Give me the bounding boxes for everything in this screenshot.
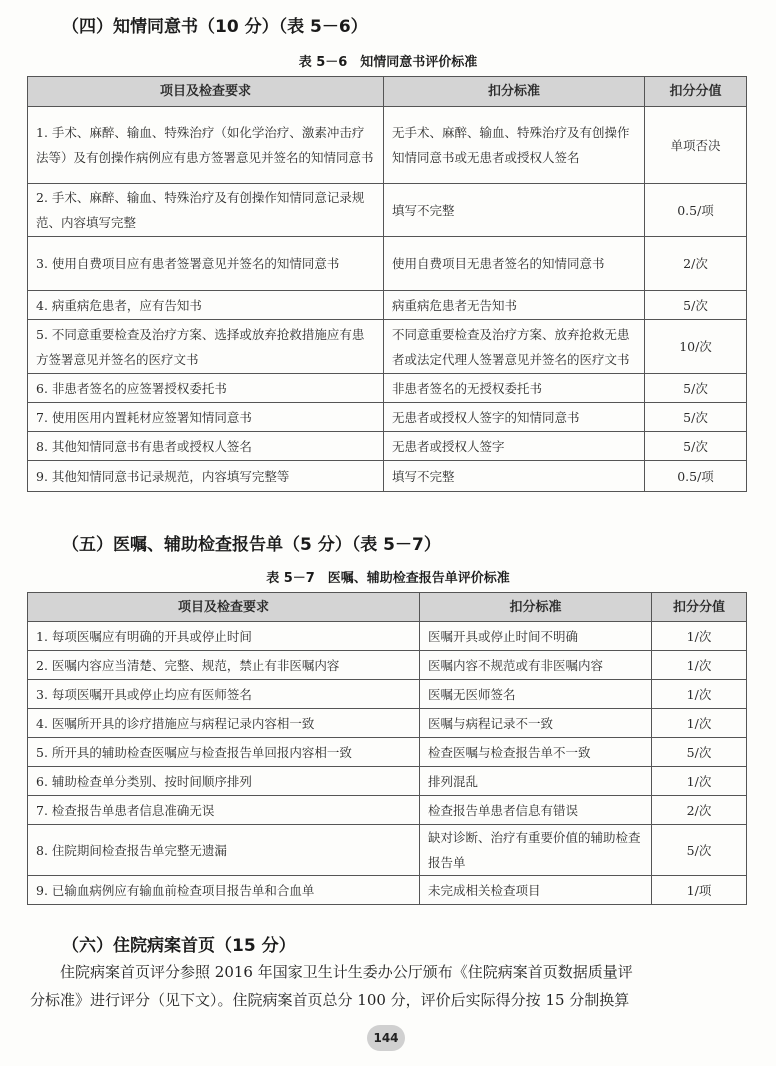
- requirement-cell: 8. 其他知情同意书有患者或授权人签名: [28, 432, 384, 461]
- deduction-criteria-cell: 无患者或授权人签字: [384, 432, 645, 461]
- header-requirements: 项目及检查要求: [28, 77, 384, 107]
- requirement-cell: 9. 已输血病例应有输血前检查项目报告单和合血单: [28, 876, 420, 905]
- deduction-criteria-cell: 使用自费项目无患者签名的知情同意书: [384, 237, 645, 291]
- deduction-criteria-cell: 医嘱与病程记录不一致: [420, 709, 652, 738]
- section6-paragraph: [30, 958, 746, 1014]
- deduction-criteria-cell: 填写不完整: [384, 461, 645, 492]
- paragraph-line: 住院病案首页评分参照 2016 年国家卫生计生委办公厅颁布《住院病案首页数据质量评: [30, 963, 633, 981]
- section4-heading: （四）知情同意书（10 分）（表 5－6）: [62, 17, 368, 37]
- table-row: [28, 738, 747, 767]
- requirement-cell: 7. 使用医用内置耗材应签署知情同意书: [28, 403, 384, 432]
- deduction-criteria-cell: 缺对诊断、治疗有重要价值的辅助检查报告单: [420, 825, 652, 876]
- deduction-criteria-cell: 排列混乱: [420, 767, 652, 796]
- table-row: [28, 237, 747, 291]
- table-5-7-caption: 表 5－7 医嘱、辅助检查报告单评价标准: [266, 571, 510, 586]
- deduction-criteria-cell: 医嘱开具或停止时间不明确: [420, 622, 652, 651]
- deduction-points-cell: 5/次: [652, 738, 747, 767]
- table-header-row: [28, 593, 747, 622]
- requirement-cell: 4. 医嘱所开具的诊疗措施应与病程记录内容相一致: [28, 709, 420, 738]
- table-row: [28, 651, 747, 680]
- table-row: [28, 107, 747, 184]
- requirement-cell: 6. 辅助检查单分类别、按时间顺序排列: [28, 767, 420, 796]
- table-row: [28, 461, 747, 492]
- deduction-points-cell: 5/次: [645, 403, 747, 432]
- header-requirements: 项目及检查要求: [28, 593, 420, 622]
- requirement-cell: 5. 所开具的辅助检查医嘱应与检查报告单回报内容相一致: [28, 738, 420, 767]
- table-row: [28, 709, 747, 738]
- deduction-points-cell: 单项否决: [645, 107, 747, 184]
- header-deduction-criteria: 扣分标准: [384, 77, 645, 107]
- deduction-points-cell: 1/次: [652, 622, 747, 651]
- table-row: [28, 767, 747, 796]
- requirement-cell: 1. 每项医嘱应有明确的开具或停止时间: [28, 622, 420, 651]
- deduction-points-cell: 0.5/项: [645, 184, 747, 237]
- table-5-6-caption: 表 5－6 知情同意书评价标准: [298, 55, 478, 70]
- table-header-row: [28, 77, 747, 107]
- requirement-cell: 7. 检查报告单患者信息准确无误: [28, 796, 420, 825]
- requirement-cell: 9. 其他知情同意书记录规范，内容填写完整等: [28, 461, 384, 492]
- deduction-points-cell: 1/次: [652, 767, 747, 796]
- requirement-cell: 1. 手术、麻醉、输血、特殊治疗（如化学治疗、激素冲击疗法等）及有创操作病例应有患方签署意见并签名的知情同意书: [28, 107, 384, 184]
- deduction-criteria-cell: 不同意重要检查及治疗方案、放弃抢救无患者或法定代理人签署意见并签名的医疗文书: [384, 320, 645, 374]
- table-row: [28, 291, 747, 320]
- requirement-cell: 5. 不同意重要检查及治疗方案、选择或放弃抢救措施应有患方签署意见并签名的医疗文书: [28, 320, 384, 374]
- deduction-points-cell: 2/次: [652, 796, 747, 825]
- requirement-cell: 6. 非患者签名的应签署授权委托书: [28, 374, 384, 403]
- deduction-criteria-cell: 无手术、麻醉、输血、特殊治疗及有创操作知情同意书或无患者或授权人签名: [384, 107, 645, 184]
- table-row: [28, 622, 747, 651]
- deduction-points-cell: 2/次: [645, 237, 747, 291]
- table-row: [28, 680, 747, 709]
- requirement-cell: 3. 使用自费项目应有患者签署意见并签名的知情同意书: [28, 237, 384, 291]
- deduction-criteria-cell: 病重病危患者无告知书: [384, 291, 645, 320]
- deduction-criteria-cell: 医嘱内容不规范或有非医嘱内容: [420, 651, 652, 680]
- table-row: [28, 403, 747, 432]
- deduction-points-cell: 5/次: [645, 374, 747, 403]
- deduction-points-cell: 5/次: [645, 432, 747, 461]
- table-row: [28, 825, 747, 876]
- deduction-points-cell: 1/次: [652, 709, 747, 738]
- deduction-points-cell: 10/次: [645, 320, 747, 374]
- header-deduction-points: 扣分分值: [652, 593, 747, 622]
- deduction-points-cell: 1/项: [652, 876, 747, 905]
- deduction-points-cell: 0.5/项: [645, 461, 747, 492]
- deduction-criteria-cell: 无患者或授权人签字的知情同意书: [384, 403, 645, 432]
- header-deduction-points: 扣分分值: [645, 77, 747, 107]
- requirement-cell: 4. 病重病危患者，应有告知书: [28, 291, 384, 320]
- deduction-criteria-cell: 医嘱无医师签名: [420, 680, 652, 709]
- table-row: [28, 796, 747, 825]
- section5-heading: （五）医嘱、辅助检查报告单（5 分）（表 5－7）: [62, 535, 441, 555]
- requirement-cell: 3. 每项医嘱开具或停止均应有医师签名: [28, 680, 420, 709]
- table-row: [28, 320, 747, 374]
- requirement-cell: 2. 医嘱内容应当清楚、完整、规范，禁止有非医嘱内容: [28, 651, 420, 680]
- deduction-criteria-cell: 检查报告单患者信息有错误: [420, 796, 652, 825]
- deduction-points-cell: 1/次: [652, 680, 747, 709]
- table-row: [28, 184, 747, 237]
- consent-form-table: [27, 76, 747, 492]
- table-row: [28, 374, 747, 403]
- deduction-criteria-cell: 非患者签名的无授权委托书: [384, 374, 645, 403]
- deduction-points-cell: 1/次: [652, 651, 747, 680]
- page-number: 144: [367, 1025, 405, 1051]
- orders-reports-table: [27, 592, 747, 905]
- requirement-cell: 2. 手术、麻醉、输血、特殊治疗及有创操作知情同意记录规范、内容填写完整: [28, 184, 384, 237]
- deduction-points-cell: 5/次: [645, 291, 747, 320]
- deduction-criteria-cell: 未完成相关检查项目: [420, 876, 652, 905]
- table-row: [28, 876, 747, 905]
- section6-heading: （六）住院病案首页（15 分）: [62, 936, 296, 956]
- table-row: [28, 432, 747, 461]
- deduction-criteria-cell: 填写不完整: [384, 184, 645, 237]
- header-deduction-criteria: 扣分标准: [420, 593, 652, 622]
- requirement-cell: 8. 住院期间检查报告单完整无遗漏: [28, 825, 420, 876]
- paragraph-line: 分标准》进行评分（见下文）。住院病案首页总分 100 分，评价后实际得分按 15 分制换算: [30, 991, 630, 1009]
- deduction-criteria-cell: 检查医嘱与检查报告单不一致: [420, 738, 652, 767]
- deduction-points-cell: 5/次: [652, 825, 747, 876]
